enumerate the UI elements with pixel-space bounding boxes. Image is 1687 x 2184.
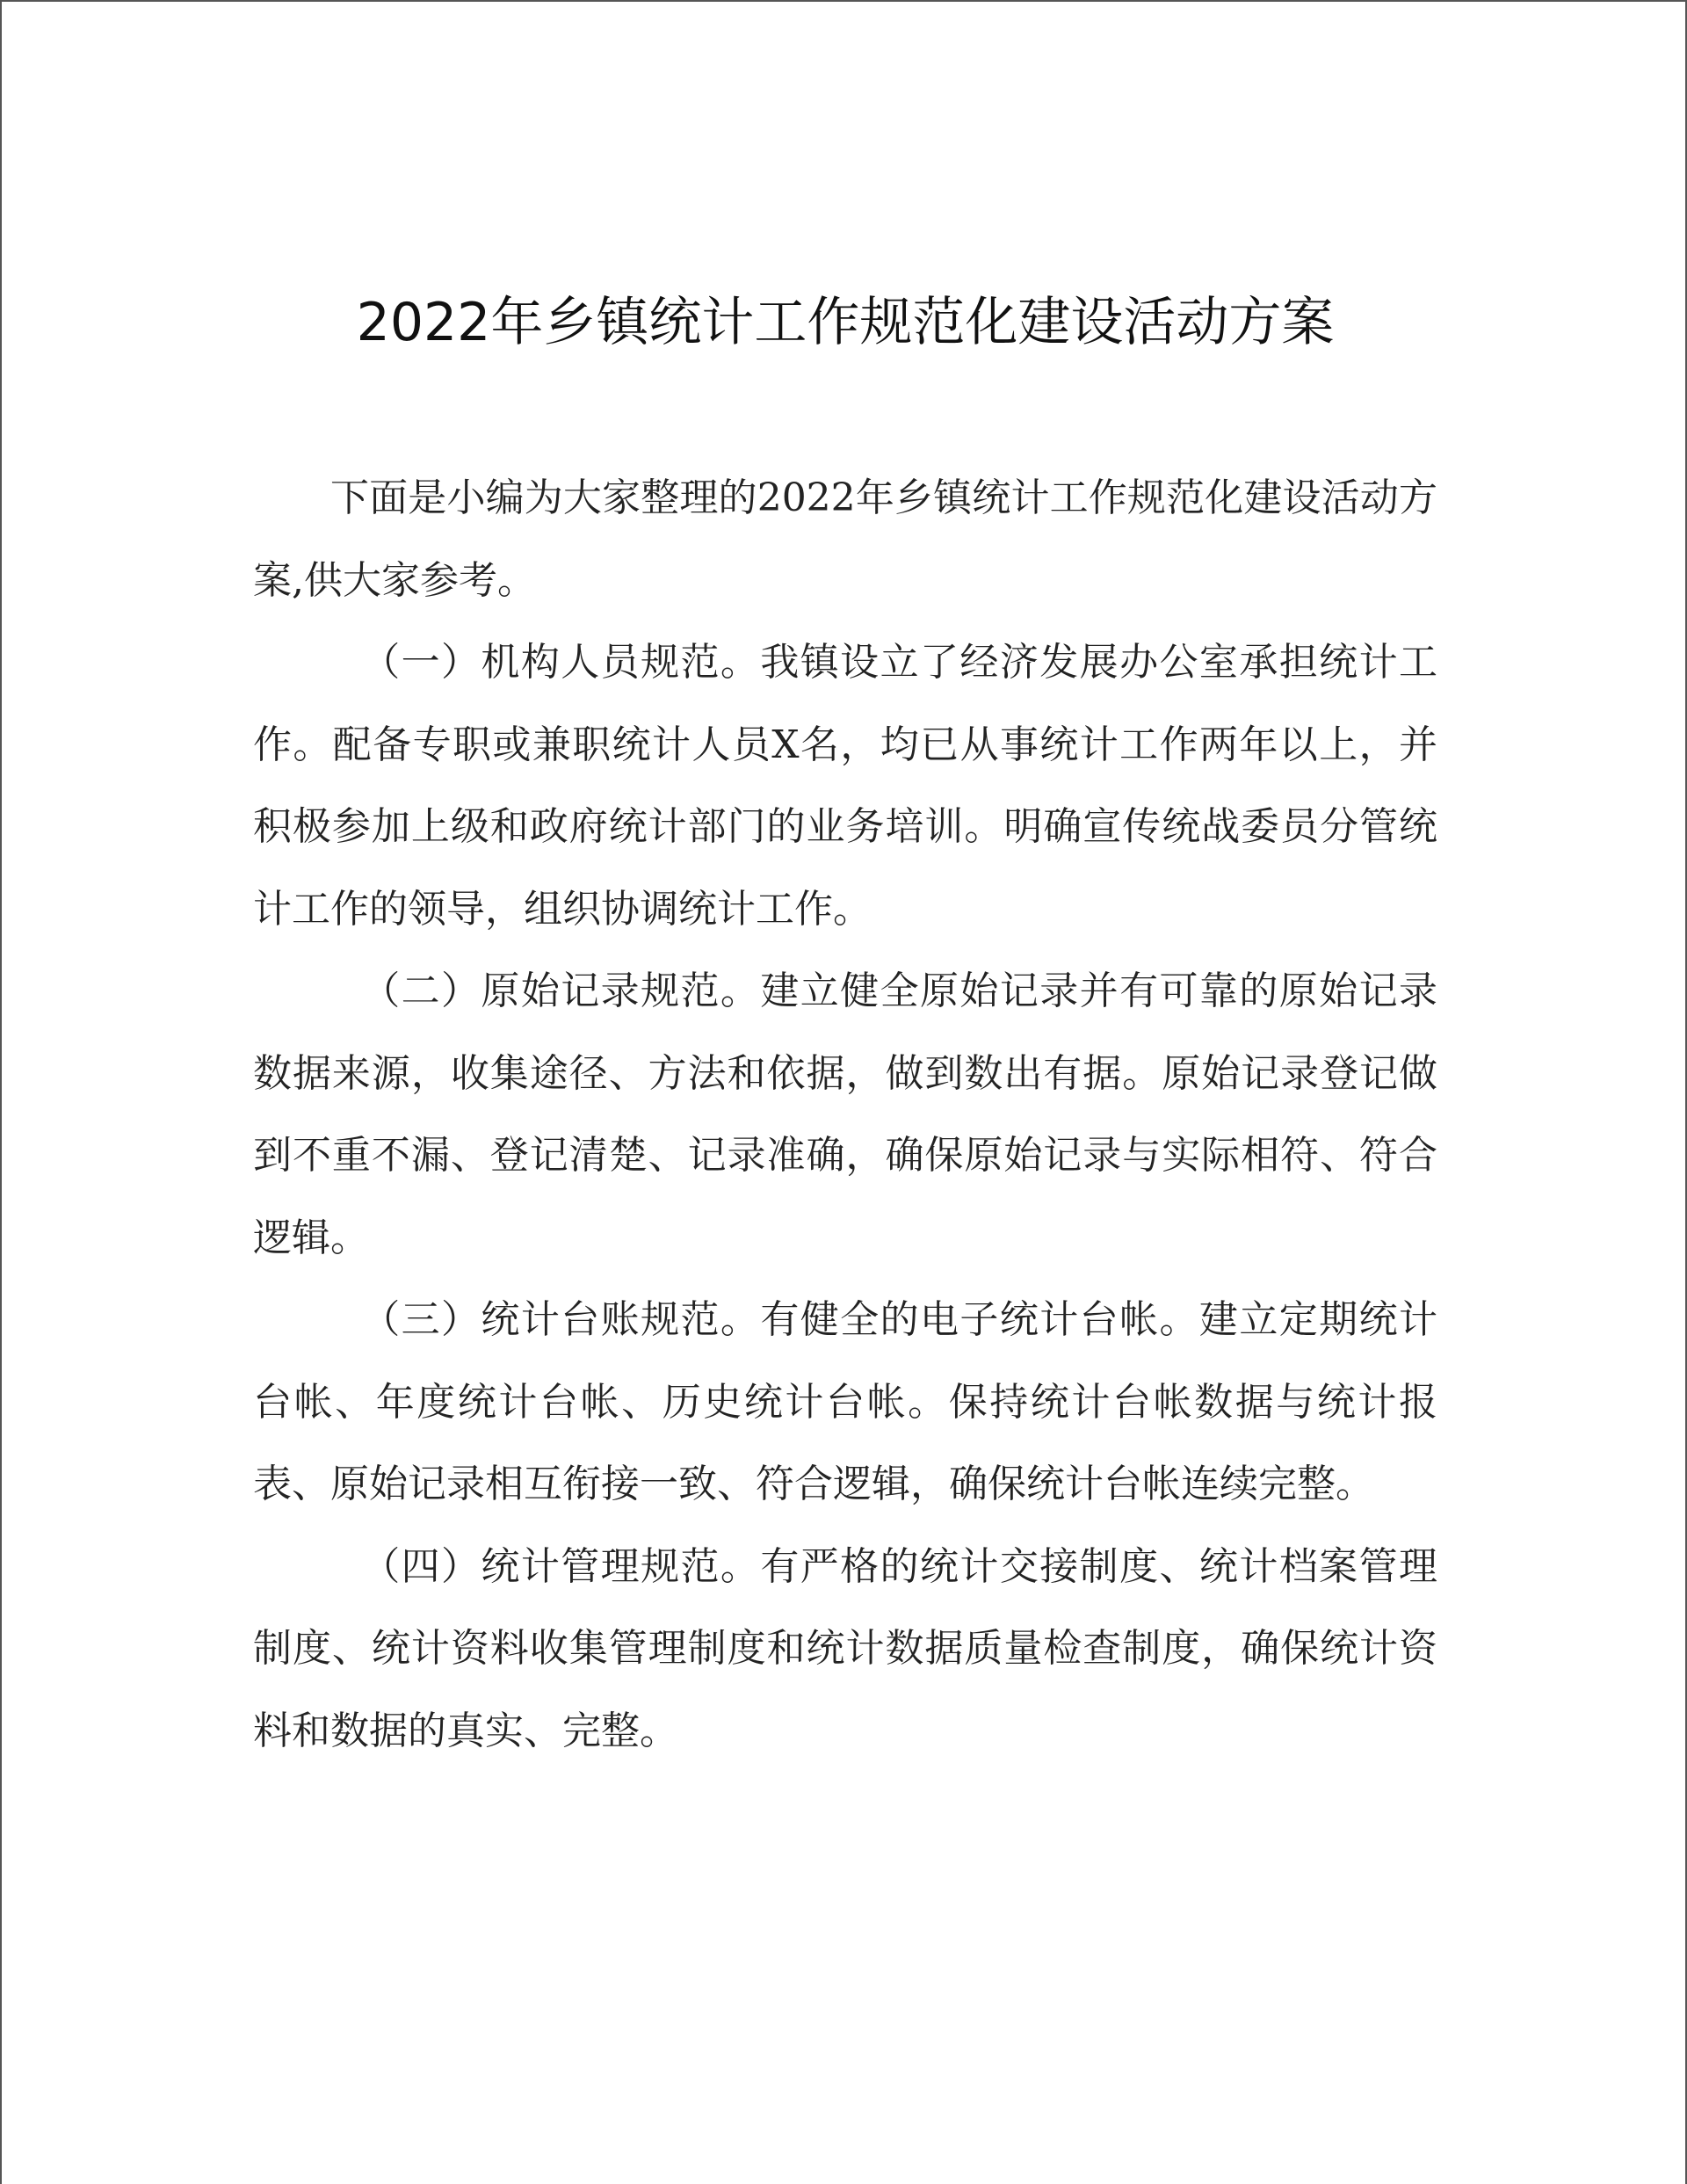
section-4-paragraph: （四）统计管理规范。有严格的统计交接制度、统计档案管理制度、统计资料收集管理制度和统计数据质量检查制度，确保统计资料和数据的真实、完整。 bbox=[253, 1543, 1437, 1753]
intro-paragraph: 下面是小编为大家整理的2022年乡镇统计工作规范化建设活动方案,供大家参考。 bbox=[253, 475, 1437, 603]
document-body bbox=[253, 457, 1437, 1772]
section-1-paragraph: （一）机构人员规范。我镇设立了经济发展办公室承担统计工作。配备专职或兼职统计人员X名，均已从事统计工作两年以上，并积极参加上级和政府统计部门的业务培训。明确宣传统战委员分管统计工作的领导，组织协调统计工作。 bbox=[253, 640, 1437, 932]
document-title: 2022年乡镇统计工作规范化建设活动方案 bbox=[356, 292, 1335, 353]
section-2-paragraph: （二）原始记录规范。建立健全原始记录并有可靠的原始记录数据来源，收集途径、方法和依据，做到数出有据。原始记录登记做到不重不漏、登记清楚、记录准确，确保原始记录与实际相符、符合逻辑。 bbox=[253, 969, 1437, 1260]
section-3-paragraph: （三）统计台账规范。有健全的电子统计台帐。建立定期统计台帐、年度统计台帐、历史统计台帐。保持统计台帐数据与统计报表、原始记录相互衔接一致、符合逻辑，确保统计台帐连续完整。 bbox=[253, 1297, 1437, 1506]
